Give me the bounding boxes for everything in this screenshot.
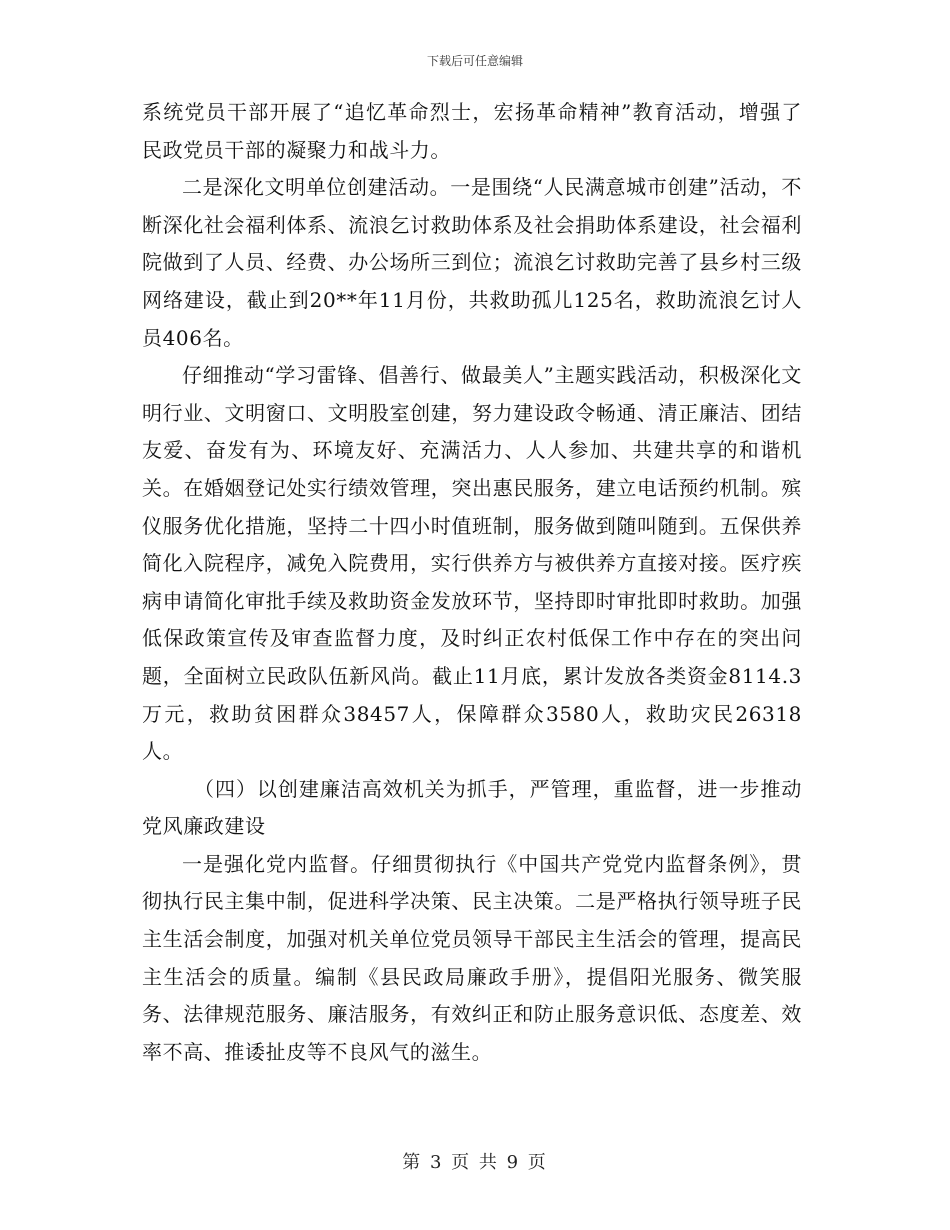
- page-header: [0, 52, 950, 69]
- paragraph-continuation: 系统党员干部开展了“追忆革命烈士，宏扬革命精神”教育活动，增强了民政党员干部的凝聚力和战斗力。: [142, 100, 802, 162]
- paragraph-civilization-unit: 二是深化文明单位创建活动。一是围绕“人民满意城市创建”活动，不断深化社会福利体系、流浪乞讨救助体系及社会捐助体系建设，社会福利院做到了人员、经费、办公场所三到位；流浪乞讨救助完善了县乡村三级网络建设，截止到20**年11月份，共救助孤儿125名，救助流浪乞讨人员406名。: [142, 175, 802, 350]
- section-heading: （四）以创建廉洁高效机关为抓手，严管理，重监督，进一步推动党风廉政建设: [142, 776, 802, 839]
- page-number: 第 3 页 共 9 页: [402, 1152, 548, 1173]
- header-note: 下载后可任意编辑: [426, 54, 523, 68]
- paragraph-party-supervision: 一是强化党内监督。仔细贯彻执行《中国共产党党内监督条例》，贯彻执行民主集中制，促进科学决策、民主决策。二是严格执行领导班子民主生活会制度，加强对机关单位党员领导干部民主生活会的管理，提高民主生活会的质量。编制《县民政局廉政手册》，提倡阳光服务、微笑服务、法律规范服务、廉洁服务，有效纠正和防止服务意识低、态度差、效率不高、推诿扯皮等不良风气的滋生。: [142, 851, 802, 1064]
- page-footer: [0, 1148, 950, 1174]
- paragraph-practice-activity: 仔细推动“学习雷锋、倡善行、做最美人”主题实践活动，积极深化文明行业、文明窗口、文明股室创建，努力建设政令畅通、清正廉洁、团结友爱、奋发有为、环境友好、充满活力、人人参加、共建共享的和谐机关。在婚姻登记处实行绩效管理，突出惠民服务，建立电话预约机制。殡仪服务优化措施，坚持二十四小时值班制，服务做到随叫随到。五保供养简化入院程序，减免入院费用，实行供养方与被供养方直接对接。医疗疾病申请简化审批手续及救助资金发放环节，坚持即时审批即时救助。加强低保政策宣传及审查监督力度，及时纠正农村低保工作中存在的突出问题，全面树立民政队伍新风尚。截止11月底，累计发放各类资金8114.3万元，救助贫困群众38457人，保障群众3580人，救助灾民26318人。: [142, 363, 802, 764]
- document-body: [142, 94, 802, 1071]
